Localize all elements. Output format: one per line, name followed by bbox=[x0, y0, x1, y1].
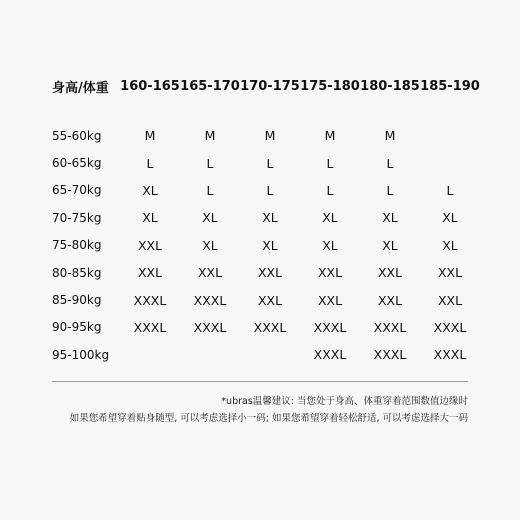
size-cell: XXXL bbox=[253, 319, 287, 335]
corner-header: 身高/体重 bbox=[52, 80, 109, 96]
size-cell bbox=[180, 341, 240, 368]
size-cell: XL bbox=[322, 237, 338, 253]
size-cell: XL bbox=[262, 210, 278, 226]
size-cell: XXXL bbox=[133, 319, 167, 335]
table-row bbox=[52, 232, 480, 259]
size-cell: XXL bbox=[377, 292, 403, 308]
weight-label: 60-65kg bbox=[52, 156, 102, 171]
size-cell: XL bbox=[382, 210, 398, 226]
size-cell: XL bbox=[142, 210, 158, 226]
size-cell: XL bbox=[382, 237, 398, 253]
size-cell: XXXL bbox=[433, 347, 467, 363]
table-row bbox=[52, 122, 480, 149]
size-cell: L bbox=[266, 182, 274, 198]
size-cell: XXXL bbox=[313, 319, 347, 335]
size-cell: L bbox=[386, 182, 394, 198]
weight-label: 55-60kg bbox=[52, 128, 102, 143]
size-cell: M bbox=[264, 128, 276, 144]
size-table bbox=[52, 68, 480, 369]
divider bbox=[52, 381, 468, 382]
weight-label: 65-70kg bbox=[52, 183, 102, 198]
size-cell: XL bbox=[202, 210, 218, 226]
weight-label: 95-100kg bbox=[52, 347, 110, 362]
table-row bbox=[52, 149, 480, 176]
size-cell: XXXL bbox=[373, 347, 407, 363]
size-cell: M bbox=[384, 128, 396, 144]
size-cell: M bbox=[144, 128, 156, 144]
size-cell: XXXL bbox=[193, 292, 227, 308]
weight-label: 80-85kg bbox=[52, 265, 102, 280]
size-cell: L bbox=[146, 155, 154, 171]
height-header: 175-180 bbox=[300, 78, 360, 94]
size-cell: XXL bbox=[437, 265, 463, 281]
size-cell: M bbox=[204, 128, 216, 144]
size-cell: L bbox=[206, 182, 214, 198]
table-row bbox=[52, 314, 480, 341]
weight-label: 70-75kg bbox=[52, 210, 102, 225]
size-cell bbox=[420, 122, 480, 149]
table-row bbox=[52, 286, 480, 313]
size-cell bbox=[120, 341, 180, 368]
height-header: 180-185 bbox=[360, 78, 420, 94]
size-cell: XXL bbox=[137, 237, 163, 253]
size-cell: XL bbox=[442, 210, 458, 226]
height-header: 170-175 bbox=[240, 78, 300, 94]
size-cell: XXL bbox=[437, 292, 463, 308]
size-cell: L bbox=[386, 155, 394, 171]
height-header: 160-165 bbox=[120, 78, 180, 94]
size-cell: L bbox=[326, 182, 334, 198]
height-header: 185-190 bbox=[420, 78, 480, 94]
size-cell bbox=[420, 149, 480, 176]
weight-label: 90-95kg bbox=[52, 320, 102, 335]
header-spacer bbox=[52, 104, 480, 122]
table-row bbox=[52, 259, 480, 286]
table-row bbox=[52, 177, 480, 204]
size-advice-line-1: *ubras温馨建议: 当您处于身高、体重穿着范围数值边缘时 bbox=[221, 396, 468, 407]
size-cell: XL bbox=[322, 210, 338, 226]
size-cell: XXXL bbox=[433, 319, 467, 335]
size-cell: L bbox=[206, 155, 214, 171]
size-cell: XL bbox=[442, 237, 458, 253]
size-cell: XXL bbox=[137, 265, 163, 281]
table-header-row bbox=[52, 68, 480, 104]
height-header: 165-170 bbox=[180, 78, 240, 94]
size-cell: XL bbox=[262, 237, 278, 253]
size-cell: XXXL bbox=[133, 292, 167, 308]
size-cell: L bbox=[446, 182, 454, 198]
table-row bbox=[52, 341, 480, 368]
size-cell: M bbox=[324, 128, 336, 144]
size-cell: XXL bbox=[257, 265, 283, 281]
size-cell: XXL bbox=[317, 265, 343, 281]
size-cell bbox=[240, 341, 300, 368]
size-cell: XXXL bbox=[373, 319, 407, 335]
size-cell: L bbox=[326, 155, 334, 171]
size-cell: XXL bbox=[317, 292, 343, 308]
size-cell: XL bbox=[142, 182, 158, 198]
size-advice-line-2: 如果您希望穿着贴身随型, 可以考虑选择小一码; 如果您希望穿着轻松舒适, 可以考虑选择大一码 bbox=[69, 413, 468, 424]
size-cell: XXL bbox=[377, 265, 403, 281]
table-row bbox=[52, 204, 480, 231]
weight-label: 85-90kg bbox=[52, 293, 102, 308]
weight-label: 75-80kg bbox=[52, 238, 102, 253]
size-cell: XXXL bbox=[193, 319, 227, 335]
size-cell: XXL bbox=[257, 292, 283, 308]
size-cell: XXXL bbox=[313, 347, 347, 363]
size-cell: XL bbox=[202, 237, 218, 253]
size-cell: XXL bbox=[197, 265, 223, 281]
size-cell: L bbox=[266, 155, 274, 171]
